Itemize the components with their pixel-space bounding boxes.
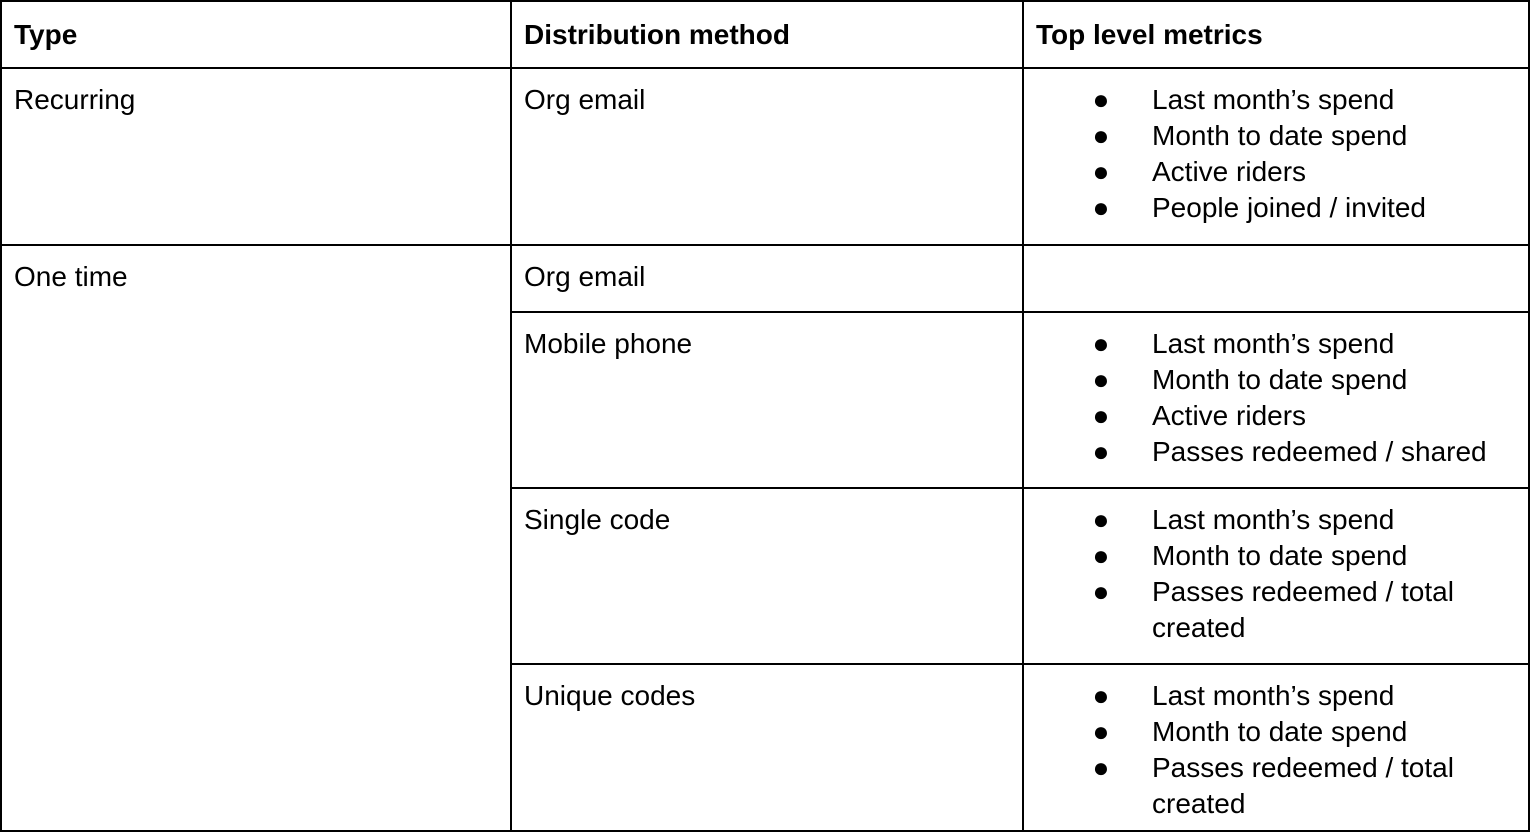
metric-item — [1036, 678, 1516, 714]
metric-item — [1036, 154, 1516, 190]
metric-item — [1036, 538, 1516, 574]
bullet-icon: ● — [1092, 192, 1110, 223]
distribution-label: Org email — [524, 261, 646, 292]
metric-label: Passes redeemed / total created — [1152, 752, 1454, 819]
bullet-icon: ● — [1092, 752, 1110, 783]
bullet-icon: ● — [1092, 540, 1110, 571]
metric-label: Month to date spend — [1152, 364, 1408, 395]
metric-label: Passes redeemed / shared — [1152, 436, 1487, 467]
metrics-list — [1036, 313, 1516, 470]
metrics-cell — [1023, 664, 1528, 830]
metric-item — [1036, 714, 1516, 750]
header-top-level-metrics: Top level metrics — [1023, 2, 1528, 68]
type-cell — [2, 245, 511, 830]
bullet-icon: ● — [1092, 680, 1110, 711]
metric-item — [1036, 82, 1516, 118]
metric-label: Month to date spend — [1152, 540, 1408, 571]
metric-label: Active riders — [1152, 156, 1307, 187]
metric-label: Month to date spend — [1152, 716, 1408, 747]
distribution-label: Org email — [524, 84, 646, 115]
table-row — [2, 245, 1528, 312]
metrics-list — [1036, 665, 1516, 822]
metrics-list — [1036, 69, 1516, 226]
metrics-cell — [1023, 68, 1528, 245]
metric-item — [1036, 434, 1516, 470]
bullet-icon: ● — [1092, 120, 1110, 151]
metric-item — [1036, 398, 1516, 434]
metric-label: Last month’s spend — [1152, 328, 1395, 359]
metrics-cell-empty — [1023, 245, 1528, 312]
metric-label: Passes redeemed / total created — [1152, 576, 1454, 643]
bullet-icon: ● — [1092, 716, 1110, 747]
table-header-row — [2, 2, 1528, 68]
distribution-label: Mobile phone — [524, 328, 693, 359]
bullet-icon: ● — [1092, 436, 1110, 467]
bullet-icon: ● — [1092, 328, 1110, 359]
bullet-icon: ● — [1092, 400, 1110, 431]
metrics-cell — [1023, 312, 1528, 488]
bullet-icon: ● — [1092, 576, 1110, 607]
metric-item — [1036, 502, 1516, 538]
metric-item — [1036, 574, 1516, 646]
metric-item — [1036, 190, 1516, 226]
distribution-cell — [511, 245, 1023, 312]
metric-label: Last month’s spend — [1152, 84, 1395, 115]
bullet-icon: ● — [1092, 364, 1110, 395]
bullet-icon: ● — [1092, 156, 1110, 187]
bullet-icon: ● — [1092, 504, 1110, 535]
metric-item — [1036, 750, 1516, 822]
metric-label: Last month’s spend — [1152, 680, 1395, 711]
type-label: Recurring — [14, 84, 136, 115]
distribution-cell — [511, 68, 1023, 245]
type-label: One time — [14, 261, 128, 292]
type-cell — [2, 68, 511, 245]
table-row — [2, 68, 1528, 245]
distribution-label: Unique codes — [524, 680, 696, 711]
distribution-cell — [511, 312, 1023, 488]
metrics-list — [1036, 489, 1516, 646]
metric-label: People joined / invited — [1152, 192, 1426, 223]
distribution-cell — [511, 664, 1023, 830]
bullet-icon: ● — [1092, 84, 1110, 115]
metric-label: Last month’s spend — [1152, 504, 1395, 535]
metric-label: Active riders — [1152, 400, 1307, 431]
header-distribution-method: Distribution method — [511, 2, 1023, 68]
metric-label: Month to date spend — [1152, 120, 1408, 151]
distribution-label: Single code — [524, 504, 671, 535]
metric-item — [1036, 326, 1516, 362]
metrics-table — [2, 2, 1528, 830]
metric-item — [1036, 362, 1516, 398]
distribution-cell — [511, 488, 1023, 664]
header-type: Type — [2, 2, 511, 68]
metrics-cell — [1023, 488, 1528, 664]
metric-item — [1036, 118, 1516, 154]
